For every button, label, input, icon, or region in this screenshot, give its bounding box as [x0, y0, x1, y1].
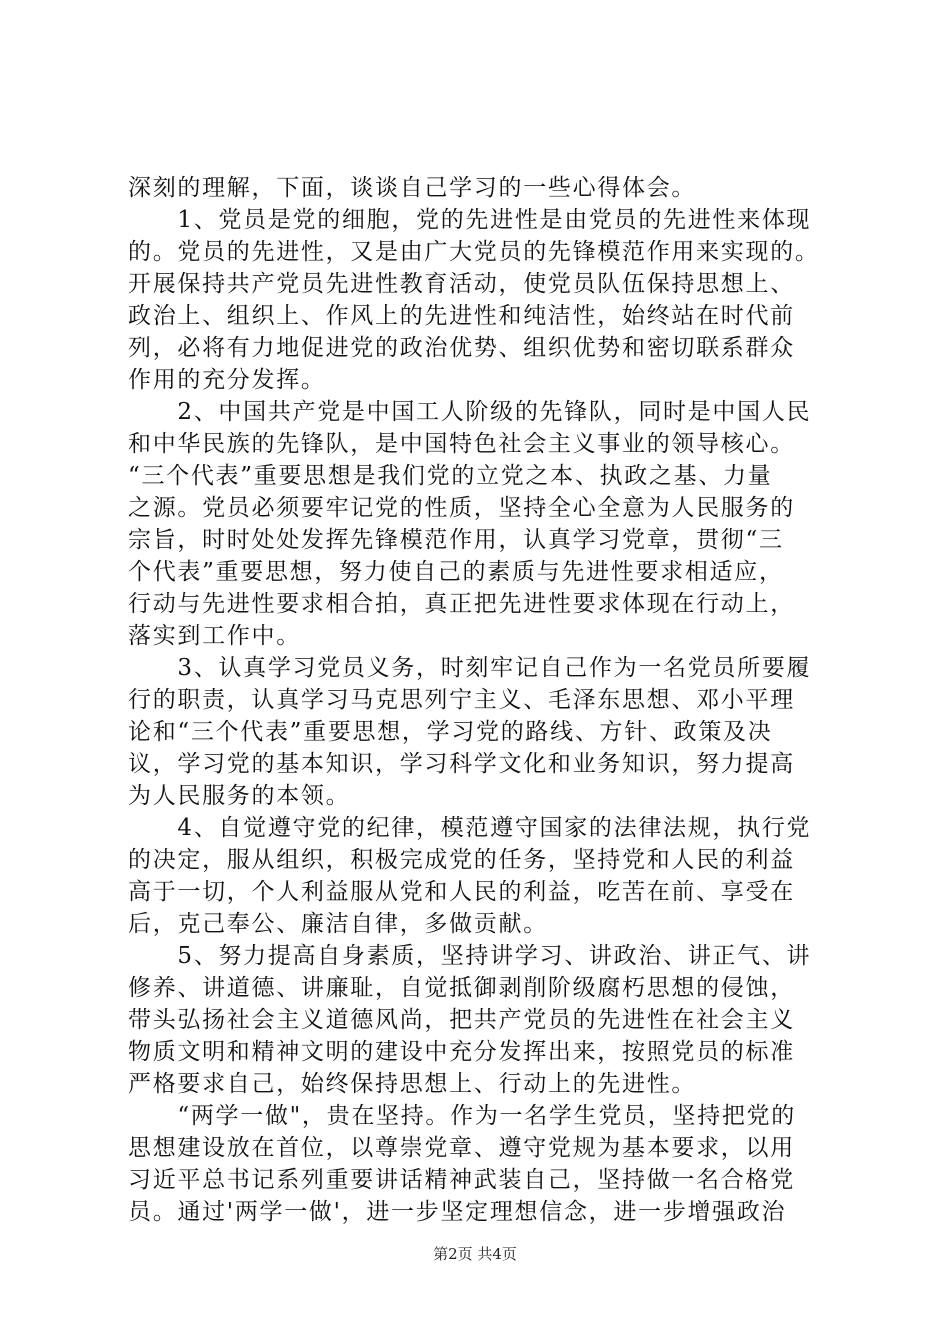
- text-line: 行动与先进性要求相合拍，真正把先进性要求体现在行动上，: [128, 591, 795, 617]
- text-line: 议，学习党的基本知识，学习科学文化和业务知识，努力提高: [128, 751, 795, 777]
- text-line: 员。通过'两学一做'，进一步坚定理想信念，进一步增强政治: [128, 1199, 787, 1225]
- text-line: 政治上、组织上、作风上的先进性和纯洁性，始终站在时代前: [128, 303, 795, 329]
- text-line: 落实到工作中。: [128, 623, 301, 649]
- text-line: 习近平总书记系列重要讲话精神武装自己，坚持做一名合格党: [128, 1167, 795, 1193]
- text-line: 个代表”重要思想，努力使自己的素质与先进性要求相适应，: [128, 559, 784, 585]
- text-line: 论和“三个代表”重要思想，学习党的路线、方针、政策及决: [128, 719, 773, 745]
- text-line: 之源。党员必须要牢记党的性质，坚持全心全意为人民服务的: [128, 495, 795, 521]
- text-line: 作用的充分发挥。: [128, 367, 326, 393]
- text-line: 带头弘扬社会主义道德风尚，把共产党员的先进性在社会主义: [128, 1007, 795, 1033]
- body-text: [128, 172, 828, 1228]
- text-line: 高于一切，个人利益服从党和人民的利益，吃苦在前、享受在: [128, 879, 795, 905]
- text-line: “两学一做"，贵在坚持。作为一名学生党员，坚持把党的: [128, 1103, 796, 1129]
- text-line: 深刻的理解，下面，谈谈自己学习的一些心得体会。: [128, 175, 697, 201]
- text-line: 5、努力提高自身素质，坚持讲学习、讲政治、讲正气、讲: [128, 943, 812, 969]
- text-line: 物质文明和精神文明的建设中充分发挥出来，按照党员的标准: [128, 1039, 795, 1065]
- text-line: 宗旨，时时处处发挥先锋模范作用，认真学习党章，贯彻“三: [128, 527, 784, 553]
- text-line: 3、认真学习党员义务，时刻牢记自己作为一名党员所要履: [128, 655, 812, 681]
- text-line: 的决定，服从组织，积极完成党的任务，坚持党和人民的利益: [128, 847, 795, 873]
- text-line: “三个代表”重要思想是我们党的立党之本、执政之基、力量: [128, 463, 773, 489]
- text-line: 1、党员是党的细胞，党的先进性是由党员的先进性来体现: [128, 207, 812, 233]
- text-line: 行的职责，认真学习马克思列宁主义、毛泽东思想、邓小平理: [128, 687, 795, 713]
- text-line: 修养、讲道德、讲廉耻，自觉抵御剥削阶级腐朽思想的侵蚀，: [128, 975, 795, 1001]
- text-line: 和中华民族的先锋队，是中国特色社会主义事业的领导核心。: [128, 431, 795, 457]
- text-line: 严格要求自己，始终保持思想上、行动上的先进性。: [128, 1071, 697, 1097]
- page-footer: 第2页 共4页: [433, 1245, 517, 1263]
- text-line: 2、中国共产党是中国工人阶级的先锋队，同时是中国人民: [128, 399, 812, 425]
- text-line: 开展保持共产党员先进性教育活动，使党员队伍保持思想上、: [128, 271, 795, 297]
- text-line: 列，必将有力地促进党的政治优势、组织优势和密切联系群众: [128, 335, 795, 361]
- text-line: 后，克己奉公、廉洁自律，多做贡献。: [128, 911, 548, 937]
- text-line: 4、自觉遵守党的纪律，模范遵守国家的法律法规，执行党: [128, 815, 812, 841]
- text-line: 的。党员的先进性，又是由广大党员的先锋模范作用来实现的。: [128, 239, 820, 265]
- text-line: 思想建设放在首位，以尊崇党章、遵守党规为基本要求，以用: [128, 1135, 795, 1161]
- text-line: 为人民服务的本领。: [128, 783, 351, 809]
